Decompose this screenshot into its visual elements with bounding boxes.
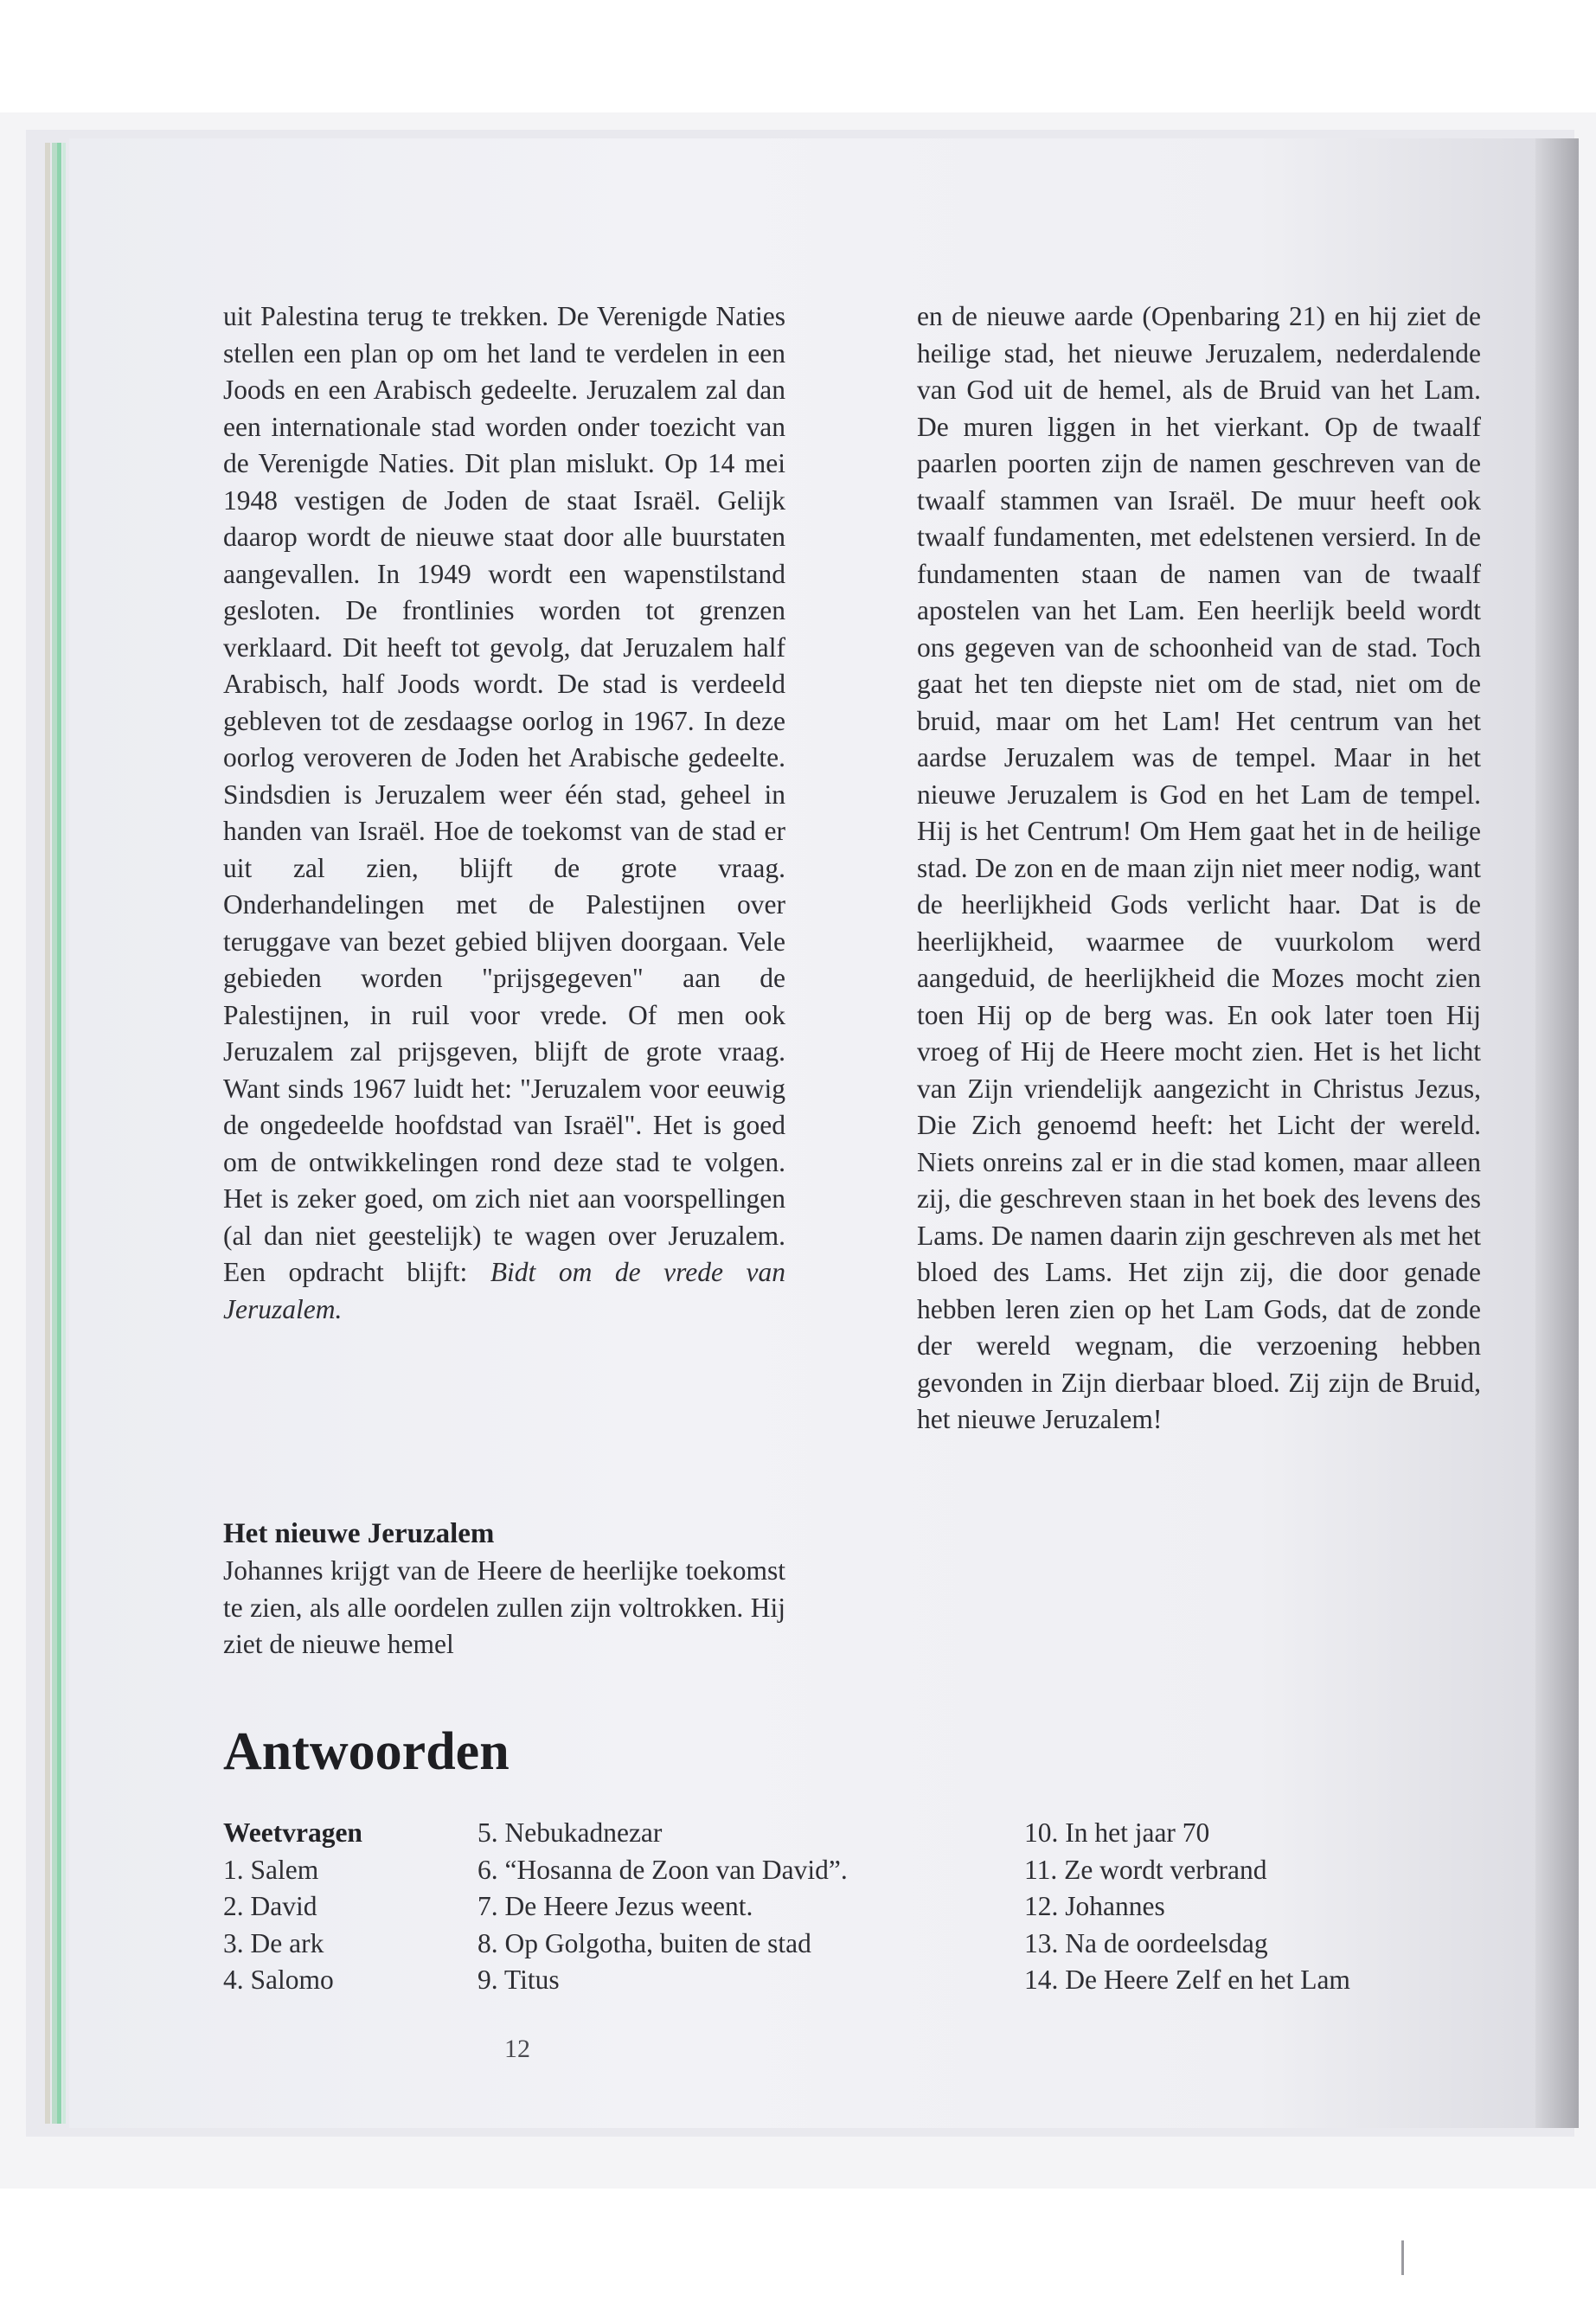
right-body: en de nieuwe aarde (Openbaring 21) en hij ziet de heilige stad, het nieuwe Jeruzalem, nederdalende van God uit de hemel, als de Bruid van het Lam. De muren liggen in het vierkant. Op de twaalf paarlen poorten zijn de namen geschreven van de twaalf stammen van Israël. De muur heeft ook twaalf fundamenten, met edelstenen versierd. In de fundamenten staan de namen van de twaalf apostelen van het Lam. Een heerlijk beeld wordt ons gegeven van de schoonheid van de stad. Toch gaat het ten diepste niet om de stad, niet om de bruid, maar om het Lam! Het centrum van het aardse Jeruzalem was de tempel. Maar in het nieuwe Jeruzalem is God en het Lam de tempel. Hij is het Centrum! Om Hem gaat het in de heilige stad. De zon en de maan zijn niet meer nodig, want de heerlijkheid Gods verlicht haar. Dat is de heerlijkheid, waarmee de vuurkolom werd aangeduid, de heerlijkheid die Mozes mocht zien toen Hij op de berg was. En ook later toen Hij vroeg of Hij de Heere mocht zien. Het is het licht van Zijn vriendelijk aangezicht in Christus Jezus, Die Zich genoemd heeft: het Licht der wereld. Niets onreins zal er in die stad komen, maar alleen zij, die geschreven staan in het boek des levens des Lams. De namen daarin zijn geschreven als met het bloed des Lams. Het zijn zij, die door genade hebben leren zien op het Lam Gods, dat de zonde der wereld wegnam, die verzoening hebben gevonden in Zijn dierbaar bloed. Zij zijn de Bruid, het nieuwe Jeruzalem! (917, 301, 1481, 1434)
answers-column-2 (478, 1815, 848, 1999)
answers-column-3 (1024, 1815, 1350, 1999)
answers-heading: Weetvragen (223, 1817, 362, 1848)
answer-item: 5. Nebukadnezar (478, 1817, 663, 1848)
right-column (917, 298, 1481, 1439)
binding-shadow (1535, 138, 1579, 2128)
page-number: 12 (504, 2035, 530, 2063)
answer-item: 2. David (223, 1891, 317, 1921)
answer-item: 12. Johannes (1024, 1891, 1165, 1921)
page-edge (45, 143, 50, 2124)
answers-title: Antwoorden (223, 1722, 510, 1781)
answer-item: 11. Ze wordt verbrand (1024, 1854, 1267, 1885)
answer-item: 3. De ark (223, 1927, 324, 1958)
answer-item: 7. De Heere Jezus weent. (478, 1891, 753, 1921)
section-heading: Het nieuwe Jeruzalem (223, 1518, 495, 1549)
answers-column-1 (223, 1815, 362, 1999)
answer-item: 6. “Hosanna de Zoon van David”. (478, 1854, 848, 1885)
left-column (223, 298, 785, 1328)
answer-item: 9. Titus (478, 1965, 560, 1995)
section-body: Johannes krijgt van de Heere de heerlijke toekomst te zien, als alle oordelen zullen zijn voltrokken. Hij ziet de nieuwe hemel (223, 1555, 785, 1659)
answer-item: 13. Na de oordeelsdag (1024, 1927, 1268, 1958)
page-edge (62, 143, 66, 2124)
answer-item: 14. De Heere Zelf en het Lam (1024, 1965, 1350, 1995)
answer-item: 4. Salomo (223, 1965, 334, 1995)
scan-speck (1401, 2240, 1404, 2275)
italic-closing: Bidt om de vrede van Jeruzalem. (223, 1257, 785, 1324)
answer-item: 8. Op Golgotha, buiten de stad (478, 1927, 811, 1958)
left-column-text (223, 298, 785, 1328)
page-edge (57, 143, 61, 2124)
left-body: uit Palestina terug te trekken. De Verenigde Naties stellen een plan op om het land te verdelen in een Joods en een Arabisch gedeelte. Jeruzalem zal dan een internationale stad worden onder toezicht van de Verenigde Naties. Dit plan mislukt. Op 14 mei 1948 vestigen de Joden de staat Israël. Gelijk daarop wordt de nieuwe staat door alle buurstaten aangevallen. In 1949 wordt een wapenstilstand gesloten. De frontlinies worden tot grenzen verklaard. Dit heeft tot gevolg, dat Jeruzalem half Arabisch, half Joods wordt. De stad is verdeeld gebleven tot de zesdaagse oorlog in 1967. In deze oorlog veroveren de Joden het Arabische gedeelte. Sindsdien is Jeruzalem weer één stad, geheel in handen van Israël. Hoe de toekomst van de stad er uit zal zien, blijft de grote vraag. Onderhandelingen met de Palestijnen over teruggave van bezet gebied blijven doorgaan. Vele gebieden worden "prijsgegeven" aan de Palestijnen, in ruil voor vrede. Of men ook Jeruzalem zal prijsgeven, blijft de grote vraag. Want sinds 1967 luidt het: "Jeruzalem voor eeuwig de ongedeelde hoofdstad van Israël". Het is goed om de ontwikkelingen rond deze stad te volgen. Het is zeker goed, om zich niet aan voorspellingen (al dan niet geestelijk) te wagen over Jeruzalem. Een opdracht blijft: (223, 301, 785, 1287)
answer-item: 1. Salem (223, 1854, 319, 1885)
answer-item: 10. In het jaar 70 (1024, 1817, 1210, 1848)
